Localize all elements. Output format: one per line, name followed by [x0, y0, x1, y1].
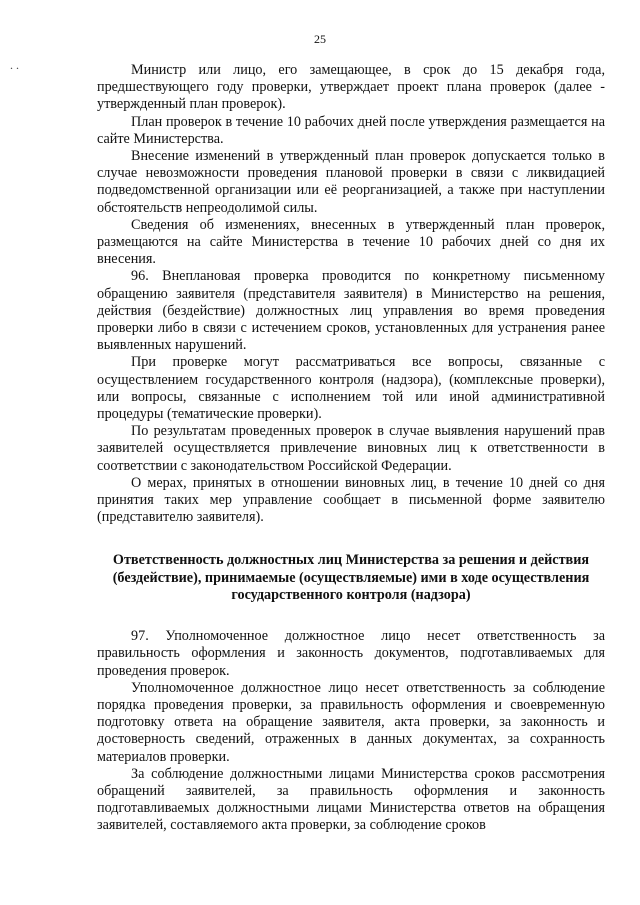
section-heading: Ответственность должностных лиц Министерства за решения и действия (бездействие), принимаемые (осуществляемые) ими в ходе осуществления государственного контроля (надзора)	[112, 552, 590, 603]
page-number: 25	[314, 32, 326, 46]
margin-mark: . .	[10, 58, 19, 72]
paragraph: По результатам проведенных проверок в случае выявления нарушений прав заявителей осуществляется привлечение виновных лиц к ответственности в соответствии с законодательством Российской Федерации.	[97, 423, 605, 474]
paragraph: 97. Уполномоченное должностное лицо несет ответственность за правильность оформления и законность документов, подготавливаемых для проведения проверок.	[97, 628, 605, 679]
paragraph: Сведения об изменениях, внесенных в утвержденный план проверок, размещаются на сайте Министерства в течение 10 рабочих дней со дня их внесения.	[97, 216, 605, 268]
paragraph: За соблюдение должностными лицами Министерства сроков рассмотрения обращений заявителей, за правильность оформления и законность подготавливаемых должностными лицами Министерства ответов на обращения заявителей, составляемого акта проверки, за соблюдение сроков	[97, 765, 605, 834]
paragraph: При проверке могут рассматриваться все вопросы, связанные с осуществлением государственного контроля (надзора), (комплексные проверки), или вопросы, связанные с исполнением той или иной административной процедуры (тематические проверки).	[97, 354, 605, 423]
paragraph: О мерах, принятых в отношении виновных лиц, в течение 10 дней со дня принятия таких мер управление сообщает в письменной форме заявителю (представителю заявителя).	[97, 474, 605, 526]
paragraph: Уполномоченное должностное лицо несет ответственность за соблюдение порядка проведения проверки, за правильность оформления и своевременную подготовку ответа на обращение заявителя, акта проверки, за законность и достоверность сведений, отраженных в данных документах, за сохранность материалов проверки.	[97, 679, 605, 765]
document-body	[97, 62, 605, 835]
paragraph: 96. Внеплановая проверка проводится по конкретному письменному обращению заявителя (представителя заявителя) в Министерство на решения, действия (бездействие) должностных лиц управления во время проведения проверки либо в связи с истечением сроков, установленных для устранения ранее выявленных нарушений.	[97, 268, 605, 354]
paragraph: Министр или лицо, его замещающее, в срок до 15 декабря года, предшествующего году проверки, утверждает проект плана проверок (далее - утвержденный план проверок).	[97, 62, 605, 113]
paragraph: Внесение изменений в утвержденный план проверок допускается только в случае невозможности проведения плановой проверки в связи с ликвидацией подведомственной организации или её реорганизацией, а также при наступлении обстоятельств непреодолимой силы.	[97, 148, 605, 216]
paragraph: План проверок в течение 10 рабочих дней после утверждения размещается на сайте Министерства.	[97, 113, 605, 147]
